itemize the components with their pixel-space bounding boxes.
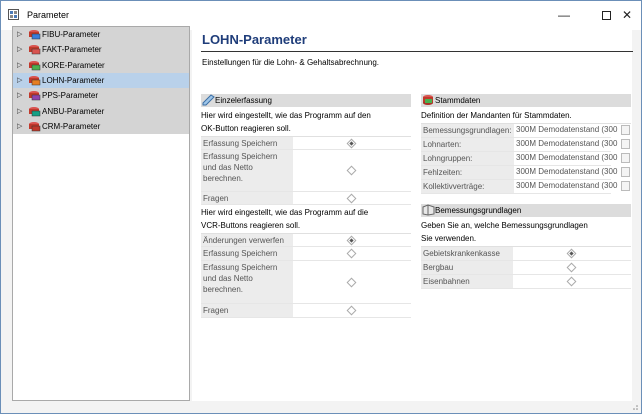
- option-row[interactable]: [421, 261, 631, 275]
- tree-item[interactable]: [13, 73, 189, 88]
- module-icon: [28, 44, 41, 55]
- einzel-desc-4: VCR-Buttons reagieren soll.: [201, 221, 301, 230]
- radio-icon[interactable]: [347, 277, 357, 287]
- radio-icon[interactable]: [347, 249, 357, 259]
- expand-arrow-icon[interactable]: ▷: [17, 76, 23, 84]
- stammdaten-label: Lohnarten:: [421, 138, 514, 151]
- book-icon: [422, 204, 435, 216]
- tree-item[interactable]: [13, 119, 189, 134]
- module-icon: [28, 106, 41, 117]
- module-icon: [28, 29, 41, 40]
- stammdaten-row[interactable]: [421, 152, 618, 166]
- resize-grip-icon[interactable]: [631, 403, 639, 411]
- radio-icon[interactable]: [567, 277, 577, 287]
- tree-item-label: LOHN-Parameter: [42, 75, 105, 85]
- picker-button[interactable]: [621, 153, 630, 163]
- minimize-button[interactable]: [549, 5, 579, 25]
- option-label: Änderungen verwerfen: [201, 234, 293, 246]
- stammdaten-row[interactable]: [421, 124, 618, 138]
- option-label: Bergbau: [421, 261, 513, 274]
- radio-icon[interactable]: [567, 263, 577, 273]
- vcr-options-grid: [201, 233, 411, 317]
- tree-item[interactable]: [13, 58, 189, 73]
- picker-button[interactable]: [621, 181, 630, 191]
- tree-item[interactable]: [13, 104, 189, 119]
- radio-selected-icon[interactable]: [347, 235, 357, 245]
- tree-item-label: CRM-Parameter: [42, 121, 101, 131]
- tree-item-label: FIBU-Parameter: [42, 30, 101, 39]
- picker-button[interactable]: [621, 125, 630, 135]
- option-label: Gebietskrankenkasse: [421, 247, 513, 260]
- module-icon: [28, 90, 41, 101]
- option-label: Fragen: [201, 192, 293, 204]
- tree-item[interactable]: [13, 42, 189, 57]
- expand-arrow-icon[interactable]: ▷: [17, 122, 23, 130]
- stammdaten-value: 300M Demodatenstand (300: [516, 125, 618, 134]
- tree-item[interactable]: [13, 88, 189, 103]
- tree-item-label: PPS-Parameter: [42, 91, 99, 101]
- tree-items: [13, 27, 189, 134]
- section-title: Bemessungsgrundlagen: [435, 206, 522, 215]
- section-stammdaten: [421, 94, 631, 107]
- expand-arrow-icon[interactable]: ▷: [17, 92, 23, 100]
- expand-arrow-icon[interactable]: ▷: [17, 61, 23, 69]
- stammdaten-label: Kollektivverträge:: [421, 180, 514, 193]
- option-row[interactable]: [201, 261, 411, 304]
- option-label: Fragen: [201, 304, 293, 317]
- section-title: Einzelerfassung: [215, 96, 272, 105]
- bemess-desc-2: Sie verwenden.: [421, 234, 477, 243]
- bemess-options-grid: [421, 246, 631, 289]
- pen-icon: [202, 94, 215, 106]
- tree-item-label: FAKT-Parameter: [42, 45, 102, 55]
- tree-item-label: KORE-Parameter: [42, 60, 105, 70]
- expand-arrow-icon[interactable]: ▷: [17, 31, 23, 38]
- database-icon: [422, 94, 435, 106]
- stammdaten-grid: [421, 123, 631, 193]
- expand-arrow-icon[interactable]: ▷: [17, 107, 23, 115]
- option-row[interactable]: [201, 150, 411, 192]
- stammdaten-value: 300M Demodatenstand (300: [516, 167, 618, 176]
- tree-item-label: ANBU-Parameter: [42, 106, 105, 116]
- option-label: Erfassung Speichern: [201, 137, 293, 149]
- stamm-desc: Definition der Mandanten für Stammdaten.: [421, 111, 572, 120]
- picker-button[interactable]: [621, 139, 630, 149]
- option-label: Erfassung Speichern und das Netto berechnen.: [201, 261, 293, 303]
- option-label: Eisenbahnen: [421, 275, 513, 288]
- section-bemessungsgrundlagen: [421, 204, 631, 217]
- option-row[interactable]: [201, 234, 411, 247]
- section-title: Stammdaten: [435, 96, 481, 105]
- module-icon: [28, 60, 41, 71]
- expand-arrow-icon[interactable]: ▷: [17, 46, 23, 54]
- title-divider: [201, 51, 633, 52]
- stammdaten-value: 300M Demodatenstand (300: [516, 181, 618, 190]
- module-icon: [28, 121, 41, 132]
- tree-item[interactable]: [13, 27, 189, 42]
- parameter-tree[interactable]: [12, 26, 190, 401]
- option-row[interactable]: [201, 137, 411, 150]
- radio-selected-icon[interactable]: [347, 138, 357, 148]
- section-einzelerfassung: [201, 94, 411, 107]
- page-description: Einstellungen für die Lohn- & Gehaltsabrechnung.: [202, 58, 380, 67]
- stammdaten-value: 300M Demodatenstand (300: [516, 139, 618, 148]
- einzel-desc-3: Hier wird eingestellt, wie das Programm auf die: [201, 208, 369, 217]
- picker-button[interactable]: [621, 167, 630, 177]
- radio-selected-icon[interactable]: [567, 249, 577, 259]
- radio-icon[interactable]: [347, 166, 357, 176]
- page-title: LOHN-Parameter: [202, 32, 307, 47]
- option-label: Erfassung Speichern und das Netto berechnen.: [201, 150, 293, 191]
- bemess-desc-1: Geben Sie an, welche Bemessungsgrundlagen: [421, 221, 588, 230]
- ok-options-grid: [201, 136, 411, 204]
- option-row[interactable]: [201, 304, 411, 318]
- einzel-desc-2: OK-Button reagieren soll.: [201, 124, 291, 133]
- stammdaten-row[interactable]: [421, 166, 618, 180]
- window-title: Parameter: [27, 10, 70, 20]
- stammdaten-row[interactable]: [421, 180, 618, 194]
- stammdaten-value: 300M Demodatenstand (300: [516, 153, 618, 162]
- stammdaten-row[interactable]: [421, 138, 618, 152]
- radio-icon[interactable]: [347, 193, 357, 203]
- app-icon: [8, 9, 19, 20]
- einzel-desc-1: Hier wird eingestellt, wie das Programm auf den: [201, 111, 371, 120]
- stammdaten-label: Lohngruppen:: [421, 152, 514, 165]
- option-row[interactable]: [421, 275, 631, 289]
- close-icon: ✕: [621, 8, 633, 22]
- maximize-icon: [602, 11, 611, 20]
- minimize-icon: —: [558, 8, 570, 22]
- option-row[interactable]: [421, 247, 631, 261]
- close-button[interactable]: [612, 5, 642, 25]
- option-label: Erfassung Speichern: [201, 247, 293, 260]
- radio-icon[interactable]: [347, 306, 357, 316]
- option-row[interactable]: [201, 192, 411, 205]
- stammdaten-label: Bemessungsgrundlagen:: [421, 124, 514, 137]
- module-icon: [28, 75, 41, 86]
- stammdaten-label: Fehlzeiten:: [421, 166, 514, 179]
- option-row[interactable]: [201, 247, 411, 261]
